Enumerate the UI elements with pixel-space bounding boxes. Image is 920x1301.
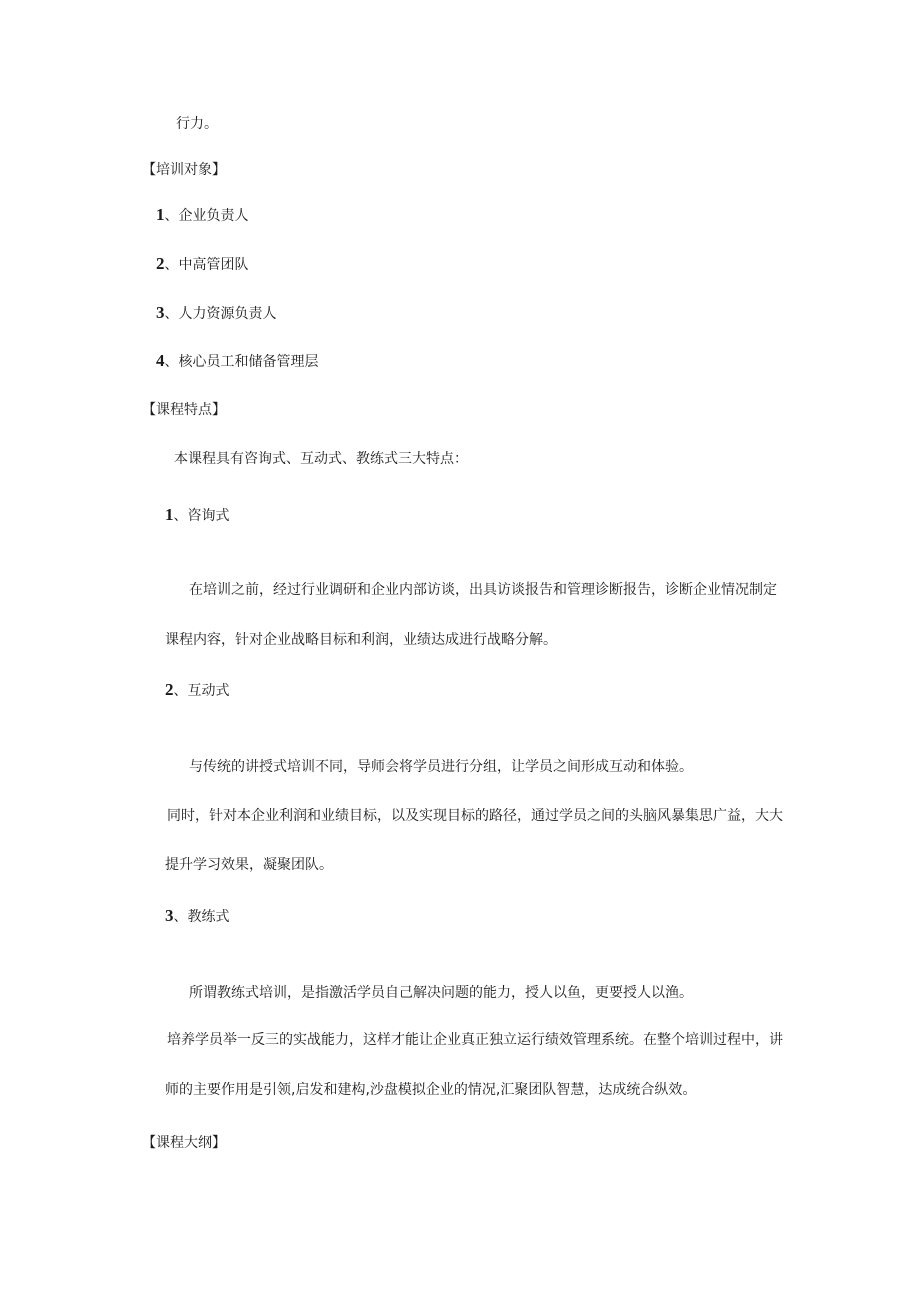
feature-3-line-3: 师的主要作用是引领,启发和建构,沙盘模拟企业的情况,汇聚团队智慧，达成统合纵效。: [165, 1082, 697, 1098]
feature-1-line-1: 在培训之前，经过行业调研和企业内部访谈，出具访谈报告和管理诊断报告，诊断企业情况制定: [189, 582, 777, 598]
item-label: 、核心员工和储备管理层: [164, 354, 319, 370]
feature-label: 、咨询式: [173, 508, 230, 524]
feature-3-line-2: 培养学员举一反三的实战能力，这样才能让企业真正独立运行绩效管理系统。在整个培训过程中，讲: [167, 1032, 783, 1048]
item-label: 、人力资源负责人: [164, 306, 277, 322]
course-outline-heading: 【课程大纲】: [142, 1135, 226, 1151]
training-target-heading: 【培训对象】: [142, 162, 226, 178]
feature-number: 3: [165, 906, 174, 925]
item-label: 、中高管团队: [164, 257, 249, 273]
item-number: 2: [156, 254, 165, 273]
item-number: 3: [156, 303, 165, 322]
feature-3-title: [165, 906, 230, 927]
feature-2-title: [165, 680, 230, 701]
feature-3-line-1: 所谓教练式培训，是指激活学员自己解决问题的能力，授人以鱼，更要授人以渔。: [189, 985, 693, 1001]
feature-1-title: [165, 505, 230, 526]
training-target-item-4: [156, 351, 319, 372]
training-target-item-1: [156, 205, 249, 226]
feature-number: 2: [165, 680, 174, 699]
feature-1-line-2: 课程内容，针对企业战略目标和利润，业绩达成进行战略分解。: [165, 632, 557, 648]
feature-number: 1: [165, 505, 174, 524]
course-features-intro: 本课程具有咨询式、互动式、教练式三大特点：: [174, 451, 468, 467]
training-target-item-3: [156, 303, 277, 324]
item-number: 1: [156, 205, 165, 224]
feature-2-line-3: 提升学习效果，凝聚团队。: [165, 857, 333, 873]
item-number: 4: [156, 351, 165, 370]
feature-label: 、教练式: [173, 909, 230, 925]
item-label: 、企业负责人: [164, 208, 249, 224]
feature-2-line-1: 与传统的讲授式培训不同，导师会将学员进行分组，让学员之间形成互动和体验。: [189, 759, 693, 775]
course-features-heading: 【课程特点】: [142, 402, 226, 418]
feature-2-line-2: 同时，针对本企业利润和业绩目标，以及实现目标的路径，通过学员之间的头脑风暴集思广益，大大: [167, 808, 783, 824]
training-target-item-2: [156, 254, 249, 275]
intro-tail: 行力。: [176, 116, 218, 132]
feature-label: 、互动式: [173, 683, 230, 699]
